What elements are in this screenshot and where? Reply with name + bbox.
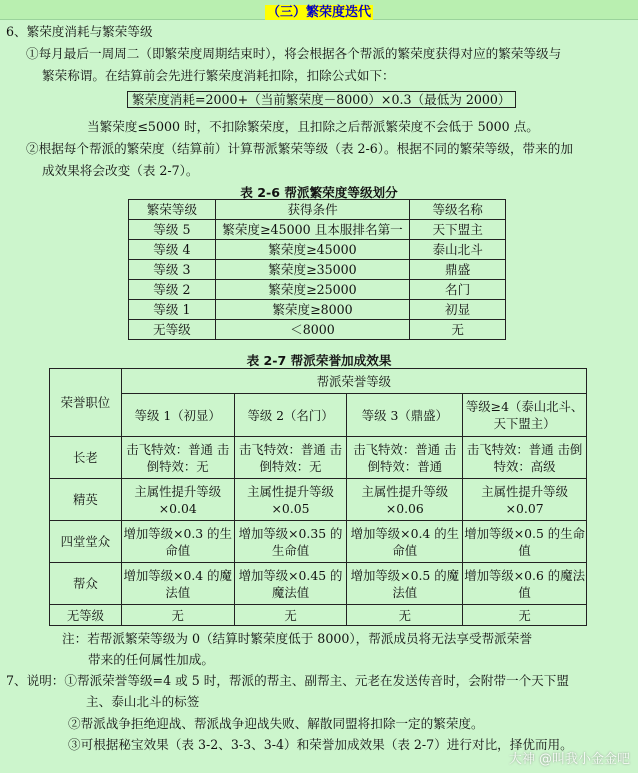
section6-title: 6、繁荣度消耗与繁荣等级: [6, 24, 153, 39]
table-cell: ＜8000: [215, 320, 410, 340]
para2-line1: ②根据每个帮派的繁荣度（结算前）计算帮派繁荣等级（表 2-6）。根据不同的繁荣等级，带来的加: [26, 141, 573, 156]
table-cell: 天下盟主: [410, 220, 506, 240]
table-cell: 无: [410, 320, 506, 340]
table27-level-row: [50, 394, 587, 437]
table-cell: 等级 3: [129, 260, 216, 280]
table26-header-row: [129, 200, 506, 220]
table-cell: 无: [347, 605, 463, 626]
table-cell: 主属性提升等级×0.04: [121, 479, 234, 521]
table-cell: 无: [121, 605, 234, 626]
table-cell: 名门: [410, 280, 506, 300]
table-row: [129, 320, 506, 340]
table-cell: 帮众: [50, 563, 122, 605]
threshold-note: 当繁荣度≤5000 时，不扣除繁荣度，且扣除之后帮派繁荣度不会低于 5000 点。: [87, 119, 539, 134]
section7-item2: ②帮派战争拒绝迎战、帮派战争迎战失败、解散同盟将扣除一定的繁荣度。: [68, 716, 484, 731]
table27-level-header: 等级 1（初显）: [121, 394, 234, 437]
table-row: [129, 300, 506, 320]
table27-level-header: 等级≥4（泰山北斗、天下盟主）: [463, 394, 587, 437]
table-cell: 繁荣度≥8000: [215, 300, 410, 320]
table-row: [129, 240, 506, 260]
table-cell: 无等级: [129, 320, 216, 340]
table-cell: 泰山北斗: [410, 240, 506, 260]
formula-box: [127, 89, 516, 108]
table-cell: 击飞特效：普通 击倒特效：普通: [347, 437, 463, 479]
table-cell: 击飞特效：普通 击倒特效：无: [121, 437, 234, 479]
table-cell: 主属性提升等级×0.07: [463, 479, 587, 521]
table-cell: 增加等级×0.6 的魔法值: [463, 563, 587, 605]
table26-header-cell: 获得条件: [215, 200, 410, 220]
table-2-7: [49, 368, 587, 626]
table-row: [50, 437, 587, 479]
section7-item3: ③可根据秘宝效果（表 3-2、3-3、3-4）和荣誉加成效果（表 2-7）进行对比，择优而用。: [68, 737, 573, 752]
table-cell: 增加等级×0.45 的魔法值: [234, 563, 347, 605]
table-cell: 繁荣度≥45000 且本服排名第一: [215, 220, 410, 240]
section-heading: [0, 1, 638, 20]
formula-text: 繁荣度消耗=2000+（当前繁荣度－8000）×0.3（最低为 2000）: [127, 91, 516, 108]
table-cell: 繁荣度≥45000: [215, 240, 410, 260]
para1-line1: ①每月最后一周周二（即繁荣度周期结束时），将会根据各个帮派的繁荣度获得对应的繁荣等级与: [26, 46, 562, 61]
table-cell: 无: [234, 605, 347, 626]
table-cell: 无: [463, 605, 587, 626]
table-cell: 增加等级×0.5 的生命值: [463, 521, 587, 563]
table-cell: 增加等级×0.35 的生命值: [234, 521, 347, 563]
table-cell: 增加等级×0.4 的生命值: [347, 521, 463, 563]
section7-item1-line1: 7、说明：①帮派荣誉等级=4 或 5 时，帮派的帮主、副帮主、元老在发送传音时，会附带一个天下盟: [6, 673, 569, 688]
table-row: [50, 479, 587, 521]
table-cell: 击飞特效：普通 击倒特效：高级: [463, 437, 587, 479]
table-cell: 增加等级×0.3 的生命值: [121, 521, 234, 563]
table-cell: 等级 5: [129, 220, 216, 240]
table27-note-line1: 注：若帮派繁荣等级为 0（结算时繁荣度低于 8000），帮派成员将无法享受帮派荣誉: [62, 631, 532, 646]
table-cell: 等级 1: [129, 300, 216, 320]
section7-item1-line2: 主、泰山北斗的标签: [86, 694, 200, 709]
table-cell: 鼎盛: [410, 260, 506, 280]
table27-caption: 表 2-7 帮派荣誉加成效果: [246, 353, 392, 368]
table-cell: 击飞特效：普通 击倒特效：无: [234, 437, 347, 479]
table-cell: 四堂堂众: [50, 521, 122, 563]
section-heading-label: （三）繁荣度迭代: [266, 5, 371, 20]
table27-header-row: [50, 369, 587, 394]
para2-line2: 成效果将会改变（表 2-7）。: [42, 163, 199, 178]
table-row: [129, 220, 506, 240]
table-row: [129, 280, 506, 300]
table-cell: 等级 2: [129, 280, 216, 300]
table-cell: 增加等级×0.5 的魔法值: [347, 563, 463, 605]
table-cell: 长老: [50, 437, 122, 479]
table-cell: 主属性提升等级×0.05: [234, 479, 347, 521]
table27-note-line2: 带来的任何属性加成。: [88, 652, 214, 667]
table-cell: 繁荣度≥25000: [215, 280, 410, 300]
table-row: [50, 563, 587, 605]
table-cell: 初显: [410, 300, 506, 320]
para1-line2: 繁荣称谓。在结算前会先进行繁荣度消耗扣除，扣除公式如下：: [42, 68, 395, 83]
table26-header-cell: 等级名称: [410, 200, 506, 220]
table27-role-header: 荣誉职位: [50, 369, 122, 437]
table26-header-cell: 繁荣等级: [129, 200, 216, 220]
table-cell: 主属性提升等级×0.06: [347, 479, 463, 521]
table-cell: 等级 4: [129, 240, 216, 260]
table-row: [50, 521, 587, 563]
table-2-6: [128, 199, 506, 340]
table26-caption: 表 2-6 帮派繁荣度等级划分: [240, 185, 398, 200]
table-cell: 繁荣度≥35000: [215, 260, 410, 280]
table-cell: 无等级: [50, 605, 122, 626]
table-row: [50, 605, 587, 626]
table-cell: 增加等级×0.4 的魔法值: [121, 563, 234, 605]
table27-group-header: 帮派荣誉等级: [121, 369, 586, 394]
table27-level-header: 等级 2（名门）: [234, 394, 347, 437]
watermark: 大神 @叫我小金金吧: [508, 752, 630, 767]
table-row: [129, 260, 506, 280]
table27-level-header: 等级 3（鼎盛）: [347, 394, 463, 437]
table-cell: 精英: [50, 479, 122, 521]
